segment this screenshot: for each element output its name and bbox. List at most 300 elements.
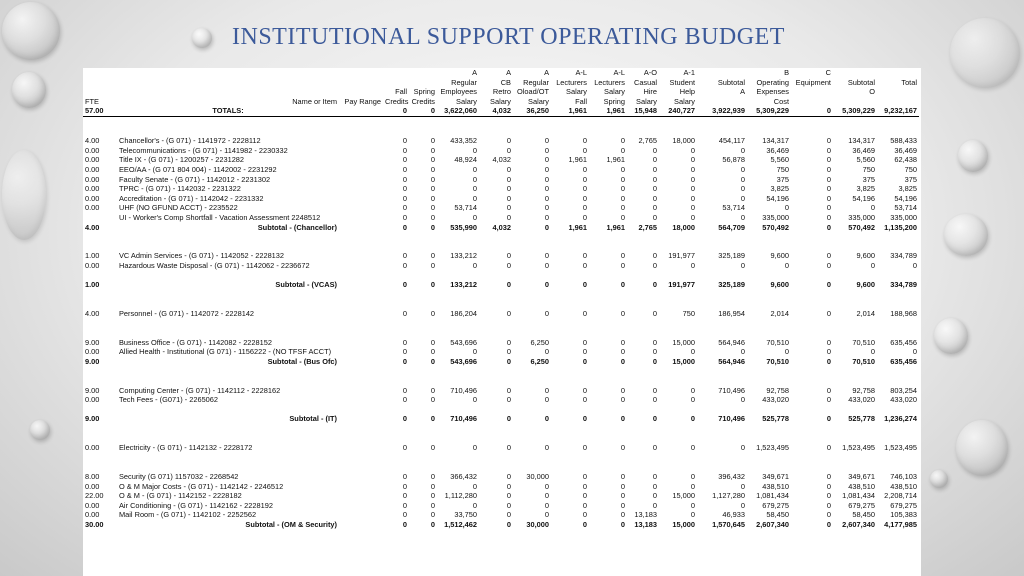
cell: 1,961 (568, 222, 587, 232)
cell: 1,135,200 (884, 222, 917, 232)
cell: 0 (430, 519, 435, 529)
cell: 0 (620, 184, 625, 194)
cell: 0 (472, 443, 477, 453)
cell: 0 (690, 443, 695, 453)
cell: 2,014 (770, 308, 789, 318)
cell: 0 (506, 174, 511, 184)
cell: 0 (582, 414, 587, 424)
blank-row (83, 270, 919, 280)
cell: 564,709 (718, 222, 745, 232)
cell: 0 (620, 260, 625, 270)
cell: 0 (784, 347, 789, 357)
cell: 0 (430, 251, 435, 261)
water-drop-decoration (30, 420, 50, 440)
cell: 0 (430, 203, 435, 213)
cell: 18,000 (672, 222, 695, 232)
cell: 0 (506, 491, 511, 501)
cell: 0 (652, 280, 657, 290)
cell: 6,250 (530, 337, 549, 347)
cell: Employees (440, 87, 477, 97)
cell (697, 68, 747, 78)
cell: 5,309,229 (833, 106, 877, 116)
cell: 0 (430, 337, 435, 347)
cell: 0 (402, 500, 407, 510)
cell: 0 (690, 145, 695, 155)
cell: 0 (402, 347, 407, 357)
cell: 0 (652, 193, 657, 203)
cell: 635,456 (890, 356, 917, 366)
cell: 13,183 (634, 510, 657, 520)
cell: 240,727 (659, 106, 697, 116)
cell: 525,778 (848, 414, 875, 424)
cell (877, 97, 919, 107)
cell: Hire (643, 87, 657, 97)
cell: 0 (620, 251, 625, 261)
cell: 0 (582, 385, 587, 395)
cell: 0 (620, 471, 625, 481)
subtotal-row (83, 357, 919, 367)
table-row (83, 386, 919, 396)
cell: 4,032 (492, 155, 511, 165)
cell: 54,196 (894, 193, 917, 203)
cell: Accreditation - (G 071) - 1142042 - 2231332 (119, 193, 264, 203)
cell: 0 (826, 193, 831, 203)
cell: 0 (582, 471, 587, 481)
cell: 349,671 (848, 471, 875, 481)
cell: 0 (652, 481, 657, 491)
cell: 0 (582, 443, 587, 453)
cell: A-L (613, 68, 625, 77)
cell: 0 (402, 280, 407, 290)
blank-row (83, 462, 919, 472)
cell: 0 (912, 347, 917, 357)
cell: 1,081,434 (842, 491, 875, 501)
cell: 9,600 (856, 280, 875, 290)
subtotal-row (83, 520, 919, 530)
cell: 0 (652, 251, 657, 261)
cell (339, 338, 383, 348)
cell: 543,696 (450, 356, 477, 366)
cell: 1.00 (85, 280, 100, 290)
cell: 0 (430, 212, 435, 222)
cell: 438,510 (762, 481, 789, 491)
cell (339, 261, 383, 271)
cell: 0 (430, 385, 435, 395)
cell: 0 (506, 510, 511, 520)
cell: 0 (402, 155, 407, 165)
cell: 0 (826, 136, 831, 146)
cell: 54,196 (766, 193, 789, 203)
cell: 134,317 (848, 136, 875, 146)
cell: 335,000 (848, 212, 875, 222)
cell: 0 (506, 385, 511, 395)
cell: 1,523,495 (842, 443, 875, 453)
blank-row (83, 376, 919, 386)
cell: 0 (652, 212, 657, 222)
cell: 325,189 (718, 251, 745, 261)
cell: 0 (402, 308, 407, 318)
cell: 0 (652, 347, 657, 357)
cell: 0 (402, 136, 407, 146)
table-row (83, 213, 919, 223)
cell: 433,352 (450, 136, 477, 146)
cell: 0 (690, 481, 695, 491)
cell: 543,696 (450, 337, 477, 347)
cell: 92,758 (766, 385, 789, 395)
cell: 0 (690, 395, 695, 405)
cell: 0 (690, 414, 695, 424)
cell: 0 (402, 443, 407, 453)
cell (83, 213, 117, 223)
cell: 0 (402, 260, 407, 270)
cell: Name or Item (292, 96, 337, 106)
cell: 564,946 (718, 356, 745, 366)
cell: 0 (620, 280, 625, 290)
cell: 0 (506, 145, 511, 155)
cell: 0 (544, 510, 549, 520)
blank-row (83, 299, 919, 309)
cell (339, 136, 383, 146)
cell: 3,622,060 (437, 106, 479, 116)
subtotal-row (83, 280, 919, 290)
cell: 0 (620, 337, 625, 347)
cell (339, 501, 383, 511)
cell: 0 (826, 184, 831, 194)
cell: Tech Fees - (G071) - 2265062 (119, 395, 219, 405)
cell: 0 (620, 414, 625, 424)
table-row (83, 501, 919, 511)
cell: 0 (690, 212, 695, 222)
cell: Salary (604, 87, 625, 97)
cell: 0 (544, 203, 549, 213)
cell: Salary (636, 96, 657, 106)
cell: 0 (472, 193, 477, 203)
cell: 0 (472, 500, 477, 510)
cell: A (544, 68, 549, 77)
cell: Equipment (795, 77, 831, 87)
cell: Title IX - (G 071) - 1200257 - 2231282 (119, 155, 245, 165)
blank-row (83, 290, 919, 300)
cell: 0 (652, 337, 657, 347)
cell: 0 (826, 145, 831, 155)
cell: Lecturers (556, 77, 587, 87)
table-row (83, 184, 919, 194)
cell: 746,103 (890, 471, 917, 481)
cell: 0 (544, 414, 549, 424)
cell: 1,570,645 (712, 519, 745, 529)
cell: 2,208,714 (884, 491, 917, 501)
cell: 1,512,462 (444, 519, 477, 529)
cell: Help (679, 87, 695, 97)
cell: Cost (773, 96, 789, 106)
cell: 0 (544, 500, 549, 510)
cell: 186,954 (718, 308, 745, 318)
cell: 710,496 (450, 414, 477, 424)
cell: 0 (544, 251, 549, 261)
cell: Fall (575, 96, 587, 106)
cell: 0 (402, 414, 407, 424)
cell: VC Admin Services - (G 071) - 1142052 - 2228132 (119, 251, 285, 261)
cell: 0 (740, 164, 745, 174)
cell: 0 (430, 500, 435, 510)
cell: 0.00 (85, 184, 100, 194)
cell: 679,275 (762, 500, 789, 510)
cell: A (740, 87, 745, 97)
cell: 9,232,167 (877, 106, 919, 116)
cell: 1,961 (606, 222, 625, 232)
cell: 564,946 (718, 337, 745, 347)
cell: 375 (776, 174, 789, 184)
cell: 0 (430, 174, 435, 184)
cell: 2,607,340 (842, 519, 875, 529)
cell: 3,922,939 (697, 106, 747, 116)
cell: 0 (430, 356, 435, 366)
cell: 0 (826, 510, 831, 520)
cell: A (506, 68, 511, 77)
cell: 0 (506, 260, 511, 270)
table-row (83, 491, 919, 501)
cell: 70,510 (852, 356, 875, 366)
cell: 0 (506, 500, 511, 510)
cell: O & M Major Costs - (G 071) - 1142142 - 2246512 (119, 481, 284, 491)
cell: 0 (430, 481, 435, 491)
cell: TPRC - (G 071) - 1142032 - 2231322 (119, 184, 241, 194)
cell: 0 (620, 193, 625, 203)
cell: 0 (582, 500, 587, 510)
cell: 4,032 (492, 222, 511, 232)
cell (697, 97, 747, 107)
cell: 53,714 (722, 203, 745, 213)
cell: B (784, 68, 789, 77)
cell: 0 (690, 174, 695, 184)
cell: Operating (756, 77, 789, 87)
cell (83, 68, 117, 78)
cell: 0 (544, 193, 549, 203)
cell: 0 (620, 308, 625, 318)
cell: 635,456 (890, 337, 917, 347)
cell: 0 (826, 155, 831, 165)
cell (339, 78, 383, 88)
cell: 1,236,274 (884, 414, 917, 424)
cell: 0.00 (85, 500, 100, 510)
cell: 0 (430, 395, 435, 405)
cell: 0 (791, 106, 833, 116)
cell: 133,212 (450, 280, 477, 290)
cell: 0 (544, 222, 549, 232)
cell (339, 184, 383, 194)
cell (409, 68, 437, 78)
cell: 9.00 (85, 356, 100, 366)
cell: 70,510 (766, 356, 789, 366)
cell: 0 (544, 347, 549, 357)
blank-row (83, 242, 919, 252)
cell (791, 87, 833, 97)
cell: 0 (402, 193, 407, 203)
cell (339, 223, 383, 233)
water-drop-decoration (944, 214, 988, 256)
cell: 0 (826, 395, 831, 405)
cell (83, 78, 117, 88)
cell: 0 (652, 385, 657, 395)
cell: 9.00 (85, 414, 100, 424)
cell: 53,714 (894, 203, 917, 213)
cell: 375 (862, 174, 875, 184)
cell: UHF (NO GFUND ACCT) - 2235522 (119, 203, 238, 213)
cell: 0 (652, 414, 657, 424)
cell: 0 (620, 395, 625, 405)
table-row (83, 443, 919, 453)
cell: 4,177,985 (884, 519, 917, 529)
cell: Regular (523, 77, 549, 87)
cell: 0 (472, 395, 477, 405)
cell: 0 (582, 184, 587, 194)
cell: 0 (582, 308, 587, 318)
cell (117, 68, 339, 78)
cell: 0 (652, 203, 657, 213)
cell: Personnel - (G 071) - 1142072 - 2228142 (119, 308, 255, 318)
cell: 0 (690, 203, 695, 213)
cell: CB (500, 77, 511, 87)
cell: 70,510 (852, 337, 875, 347)
cell: 750 (776, 164, 789, 174)
subtotal-row (83, 223, 919, 233)
cell: Salary (490, 96, 511, 106)
cell: 334,789 (890, 251, 917, 261)
cell: 0 (544, 280, 549, 290)
cell: 0.00 (85, 164, 100, 174)
cell: 0 (826, 251, 831, 261)
cell: 0 (544, 443, 549, 453)
cell: 57.00 (83, 106, 117, 116)
cell (339, 309, 383, 319)
cell: 188,968 (890, 308, 917, 318)
table-row (83, 309, 919, 319)
cell: 0.00 (85, 193, 100, 203)
cell: 30.00 (85, 519, 104, 529)
cell: 0 (582, 251, 587, 261)
cell: 0 (740, 395, 745, 405)
cell: 0 (544, 481, 549, 491)
cell: 9.00 (85, 385, 100, 395)
cell: O & M - (G 071) - 1142152 - 2228182 (119, 491, 242, 501)
cell: 0 (402, 222, 407, 232)
cell: 0 (544, 145, 549, 155)
cell: 15,000 (672, 491, 695, 501)
cell: Subtotal - (Chancellor) (257, 222, 337, 232)
cell: 0 (690, 347, 695, 357)
budget-spreadsheet (83, 68, 921, 576)
cell: 0 (912, 260, 917, 270)
cell: 1.00 (85, 251, 100, 261)
cell: 0 (544, 212, 549, 222)
cell: 525,778 (762, 414, 789, 424)
cell: 4,032 (479, 106, 513, 116)
cell: EEO/AA - (G 071 804 004) - 1142002 - 2231292 (119, 164, 277, 174)
cell: Electricity - (G 071) - 1142132 - 2228172 (119, 443, 253, 453)
cell: Air Conditioning - (G 071) - 1142162 - 2228192 (119, 500, 273, 510)
cell: 0 (430, 193, 435, 203)
cell: 1,081,434 (756, 491, 789, 501)
cell: 0 (652, 184, 657, 194)
cell: 0 (620, 203, 625, 213)
header-row (83, 78, 919, 88)
cell: 0 (402, 203, 407, 213)
blank-row (83, 232, 919, 242)
cell: 0 (826, 280, 831, 290)
cell: 0 (740, 443, 745, 453)
cell: 0 (620, 347, 625, 357)
cell: 0 (784, 260, 789, 270)
cell: 0 (402, 174, 407, 184)
cell: Salary (566, 87, 587, 97)
cell: 0 (582, 395, 587, 405)
cell: 396,432 (718, 471, 745, 481)
cell: 0 (652, 395, 657, 405)
cell: Subtotal (847, 77, 875, 87)
cell: Credits (411, 96, 435, 106)
cell: Credits (385, 96, 409, 106)
cell: 0 (472, 212, 477, 222)
cell: 22.00 (85, 491, 104, 501)
cell: Salary (674, 96, 695, 106)
cell: 1,961 (606, 155, 625, 165)
cell (339, 510, 383, 520)
cell: Fall (395, 87, 407, 97)
cell: 454,117 (718, 136, 745, 146)
cell: 570,492 (762, 222, 789, 232)
table-row (83, 395, 919, 405)
water-drop-decoration (934, 318, 968, 354)
cell: 0 (582, 212, 587, 222)
cell: 0 (826, 212, 831, 222)
cell: 0.00 (85, 174, 100, 184)
blank-row (83, 127, 919, 137)
cell: 0 (506, 203, 511, 213)
cell: 0 (506, 395, 511, 405)
cell: 0 (402, 510, 407, 520)
cell: 0 (430, 471, 435, 481)
cell: 679,275 (890, 500, 917, 510)
table-row (83, 203, 919, 213)
cell: 58,450 (766, 510, 789, 520)
cell (339, 155, 383, 165)
cell: 9,600 (856, 251, 875, 261)
cell: 0 (430, 145, 435, 155)
cell: Subtotal - (VCAS) (275, 280, 337, 290)
cell: 4.00 (85, 136, 100, 146)
cell: 0 (506, 443, 511, 453)
blank-row (83, 434, 919, 444)
cell: 0 (506, 337, 511, 347)
cell (339, 175, 383, 185)
cell: 0 (402, 385, 407, 395)
cell: 0 (826, 203, 831, 213)
cell: Retro (492, 87, 511, 97)
cell (339, 443, 383, 453)
cell: 36,250 (513, 106, 551, 116)
cell: Faculty Senate - (G 071) - 1142012 - 2231302 (119, 174, 271, 184)
cell: 0 (826, 164, 831, 174)
cell: 0 (506, 212, 511, 222)
cell: Salary (456, 96, 477, 106)
cell: 750 (682, 308, 695, 318)
cell: 0 (472, 184, 477, 194)
cell (833, 97, 877, 107)
cell: 0 (402, 251, 407, 261)
cell: Subtotal - (IT) (289, 414, 337, 424)
cell: Oload/OT (516, 87, 549, 97)
cell: 0 (652, 155, 657, 165)
